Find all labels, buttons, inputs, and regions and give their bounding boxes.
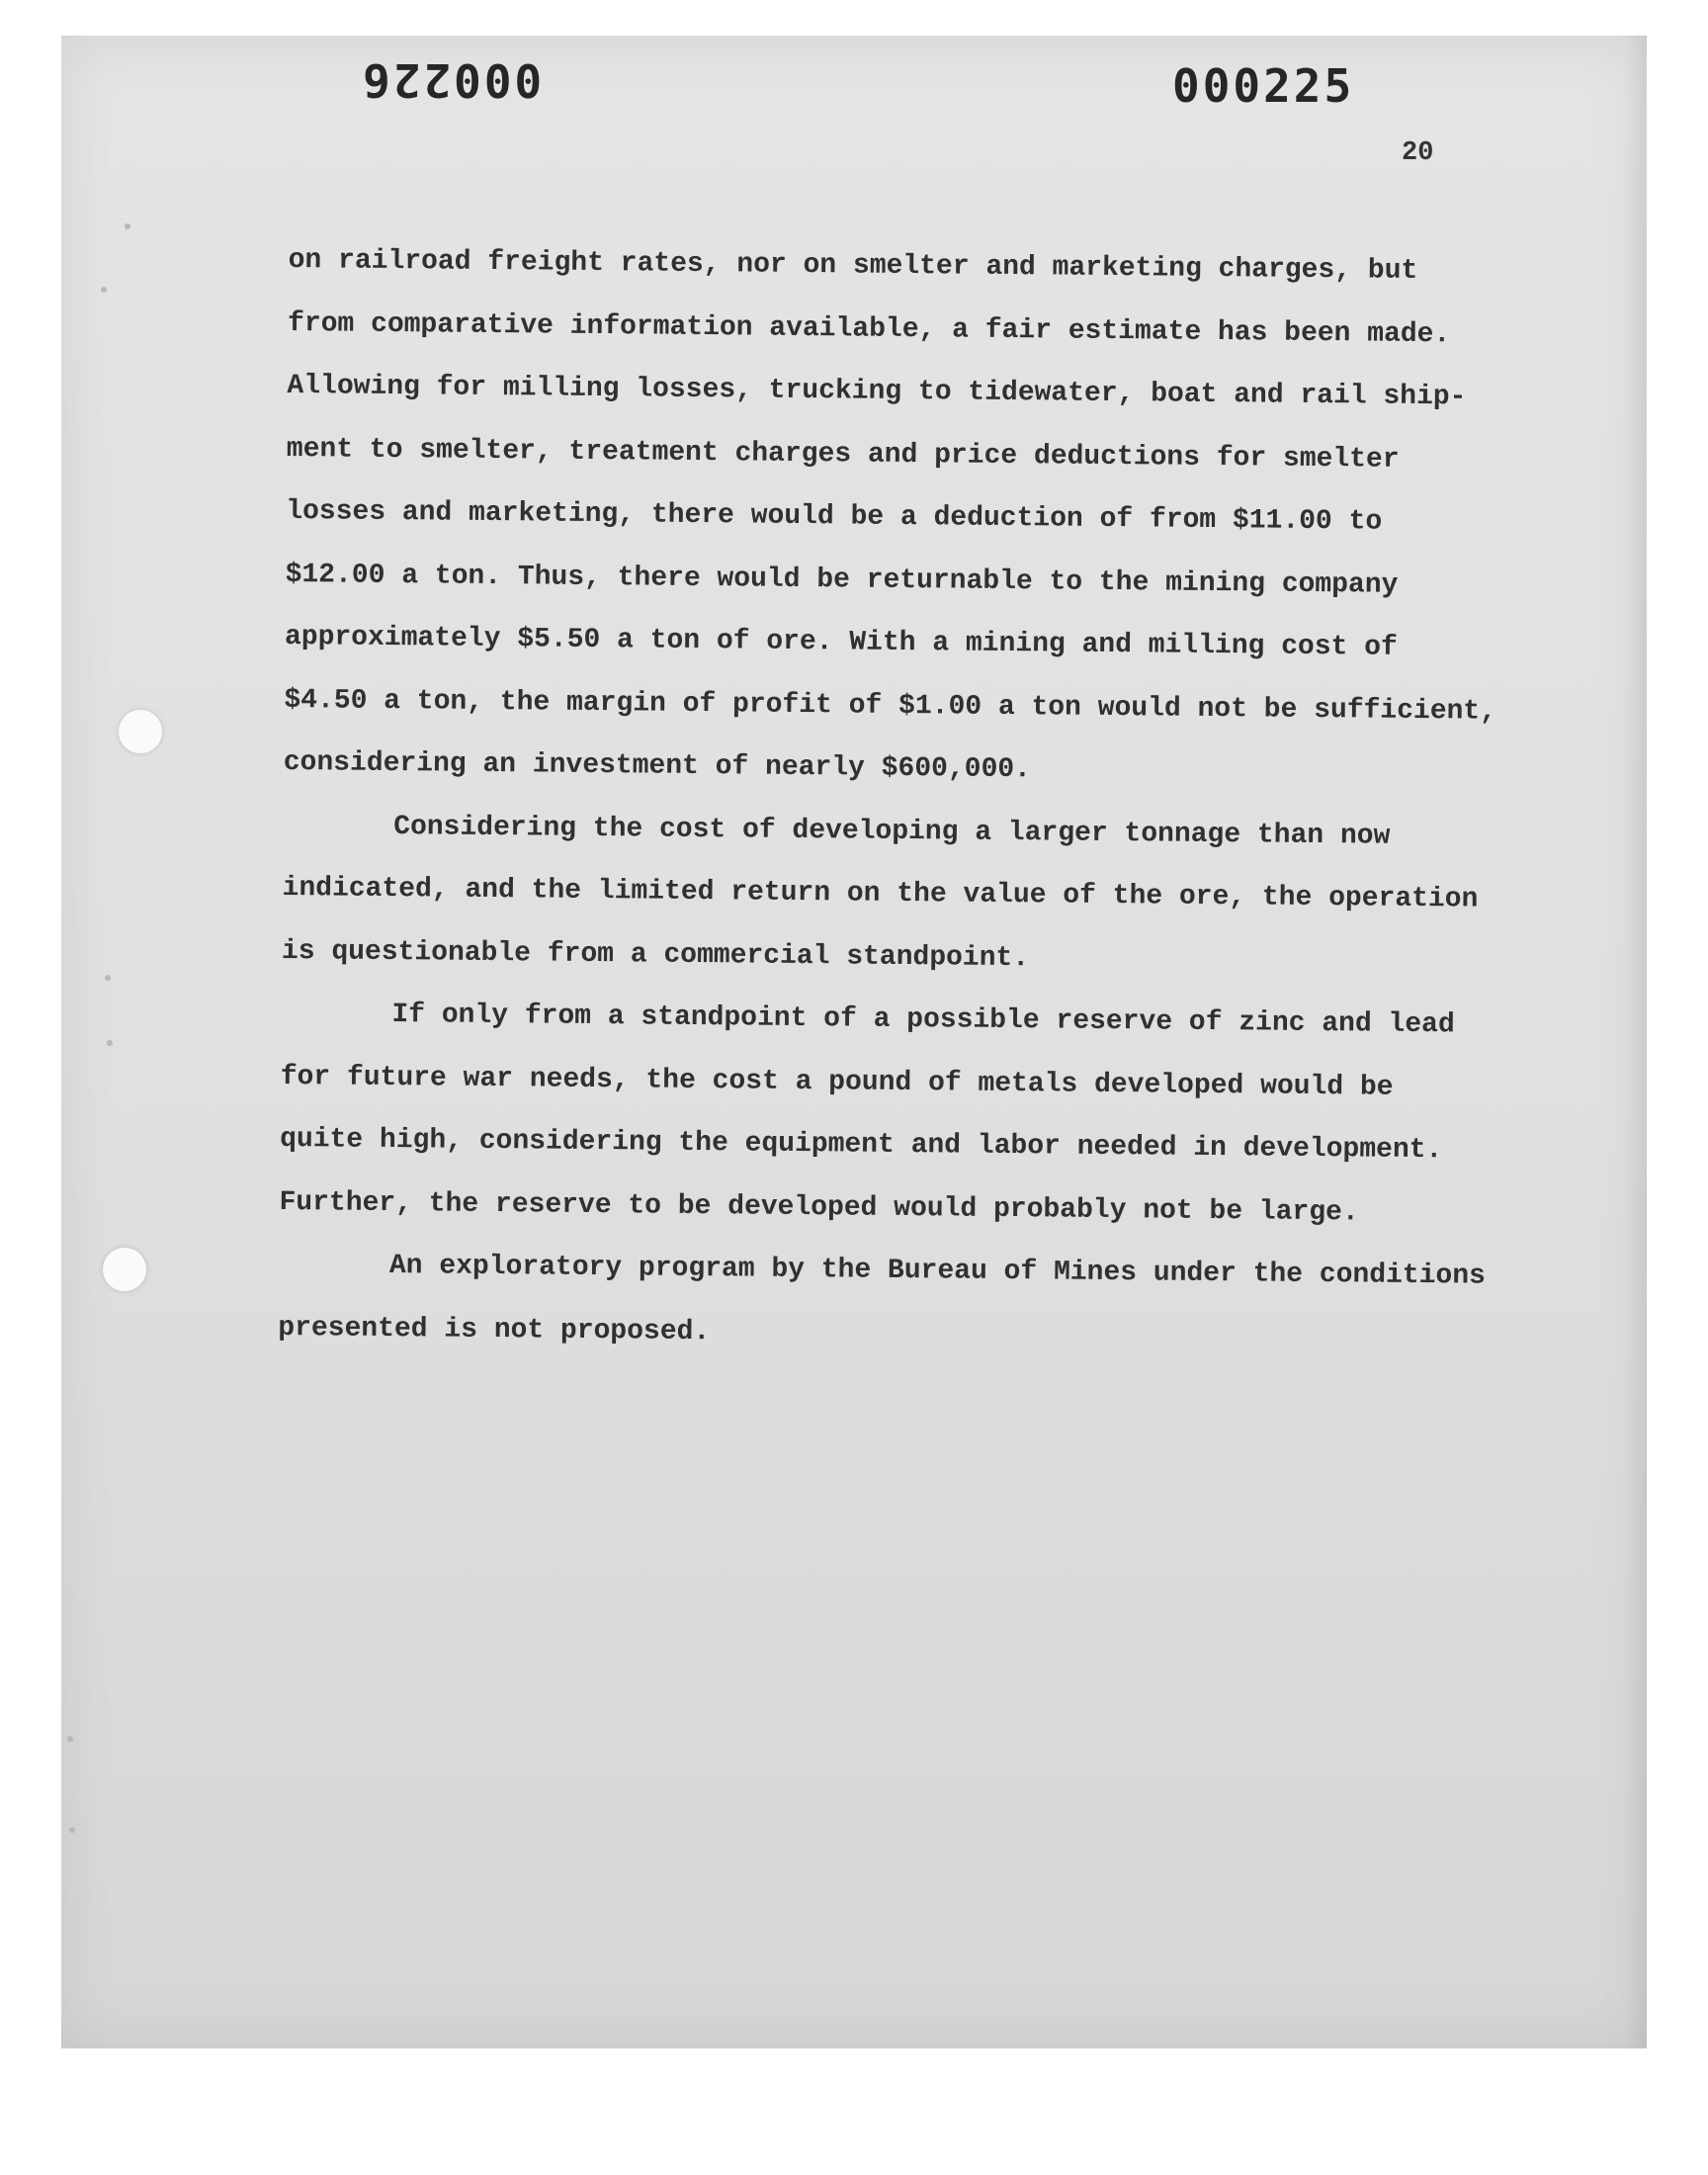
text-line: from comparative information available, a fair estimate has been made. (287, 307, 1451, 350)
margin-mark (67, 1736, 73, 1742)
margin-mark (107, 1040, 113, 1046)
body-text (278, 229, 1497, 1371)
text-line: on railroad freight rates, nor on smelter and marketing charges, but (288, 244, 1418, 287)
mirrored-stamp-number: 000226 (360, 53, 543, 107)
text-line: quite high, considering the equipment and labor needed in development. (280, 1123, 1443, 1167)
text-line: for future war needs, the cost a pound of metals developed would be (280, 1061, 1394, 1103)
text-line: Further, the reserve to be developed would probably not be large. (279, 1186, 1359, 1228)
text-line: If only from a standpoint of a possible reserve of zinc and lead (391, 1000, 1455, 1041)
text-line: presented is not proposed. (278, 1312, 711, 1348)
text-line: is questionable from a commercial standpoint. (281, 935, 1030, 974)
text-line: Allowing for milling losses, trucking to tidewater, boat and rail ship- (287, 370, 1467, 413)
page-number: 20 (1402, 138, 1434, 168)
margin-mark (105, 975, 111, 981)
punch-hole-top (119, 710, 162, 753)
text-line: losses and marketing, there would be a deduction of from $11.00 to (286, 495, 1383, 538)
text-line: considering an investment of nearly $600,000. (283, 746, 1032, 786)
text-line: An exploratory program by the Bureau of Mines under the conditions (388, 1251, 1487, 1292)
text-line: $12.00 a ton. Thus, there would be returnable to the mining company (285, 559, 1399, 601)
margin-mark (69, 1827, 75, 1833)
punch-hole-bottom (103, 1248, 146, 1291)
text-line: Considering the cost of developing a larger tonnage than now (393, 811, 1391, 852)
text-line: indicated, and the limited return on the value of the ore, the operation (282, 872, 1479, 915)
margin-mark (101, 287, 107, 293)
text-line: $4.50 a ton, the margin of profit of $1.00 a ton would not be sufficient, (284, 684, 1497, 728)
text-line: ment to smelter, treatment charges and price deductions for smelter (286, 433, 1400, 476)
text-line: approximately $5.50 a ton of ore. With a mining and milling cost of (284, 621, 1398, 663)
margin-mark (125, 223, 130, 229)
stamp-number: 000225 (1172, 59, 1355, 113)
